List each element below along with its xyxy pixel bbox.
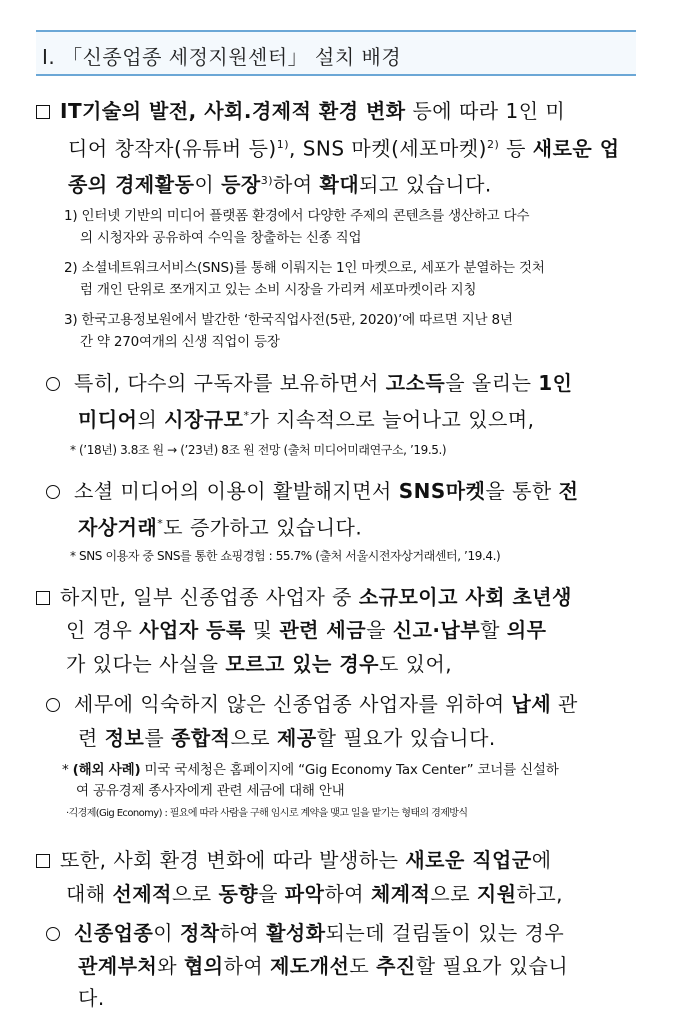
p5-line-2: 련 정보를 종합적으로 제공할 필요가 있습니다. [78, 726, 496, 750]
footnote-1: 1) 인터넷 기반의 미디어 플랫폼 환경에서 다양한 주제의 콘텐츠를 생산하고 다수 [64, 208, 530, 224]
square-bullet-icon [36, 591, 50, 605]
footnote-3-cont: 간 약 270여개의 신생 직업이 등장 [80, 334, 280, 350]
p4-line-1: 하지만, 일부 신종업종 사업자 중 소규모이고 사회 초년생 [36, 583, 572, 611]
square-bullet-icon [36, 854, 50, 868]
circle-bullet-icon [46, 485, 60, 499]
footnote-1-cont: 의 시청자와 공유하여 수익을 창출하는 신종 직업 [80, 230, 362, 246]
circle-bullet-icon [46, 377, 60, 391]
p6-line-2: 대해 선제적으로 동향을 파악하여 체계적으로 지원하고, [66, 882, 564, 906]
p6-line-1: 또한, 사회 환경 변화에 따라 발생하는 새로운 직업군에 [36, 846, 552, 874]
p4-line-3: 가 있다는 사실을 모르고 있는 경우도 있어, [66, 652, 453, 676]
p3-line-1: 소셜 미디어의 이용이 활발해지면서 SNS마켓을 통한 전 [46, 477, 578, 505]
footnote-2: 2) 소셜네트워크서비스(SNS)를 통해 이뤄지는 1인 마켓으로, 세포가 분열하는 것처 [64, 260, 545, 276]
circle-bullet-icon [46, 698, 60, 712]
footnote-3: 3) 한국고용정보원에서 발간한 ‘한국직업사전(5판, 2020)’에 따르면 지난 8년 [64, 312, 513, 328]
p2-line-1: 특히, 다수의 구독자를 보유하면서 고소득을 올리는 1인 [46, 369, 573, 397]
p3-reference: * SNS 이용자 중 SNS를 통한 쇼핑경험 : 55.7% (출처 서울시전자상거래센터, ’19.4.) [70, 549, 501, 563]
p2-line-2: 미디어의 시장규모*가 지속적으로 늘어나고 있으며, [78, 407, 535, 432]
p5-reference-1-cont: 여 공유경제 종사자에게 관련 세금에 대해 안내 [76, 783, 345, 799]
p1-line-2: 디어 창작자(유튜버 등)$^{1)}$, SNS 마켓(세포마켓)$^{2)}$ 등 새로운 업 [68, 136, 620, 161]
p1-line-3: 종의 경제활동이 등장$^{3)}$하여 확대되고 있습니다. [68, 172, 492, 197]
p1-line-1: IT기술의 발전, 사회.경제적 환경 변화 등에 따라 1인 미 [36, 97, 565, 125]
p2-reference: * (’18년) 3.8조 원 → (’23년) 8조 원 전망 (출처 미디어미래연구소, ’19.5.) [70, 443, 447, 457]
section-header [36, 30, 636, 76]
footnote-2-cont: 럼 개인 단위로 쪼개지고 있는 소비 시장을 가리켜 세포마켓이라 지칭 [80, 282, 477, 298]
square-bullet-icon [36, 105, 50, 119]
p4-line-2: 인 경우 사업자 등록 및 관련 세금을 신고·납부할 의무 [66, 618, 547, 642]
p7-line-1: 신종업종이 정착하여 활성화되는데 걸림돌이 있는 경우 [46, 919, 564, 947]
p7-line-3: 다. [78, 986, 105, 1010]
p7-line-2: 관계부처와 협의하여 제도개선도 추진할 필요가 있습니 [78, 954, 569, 978]
p5-line-1: 세무에 익숙하지 않은 신종업종 사업자를 위하여 납세 관 [46, 690, 578, 718]
p3-line-2: 자상거래*도 증가하고 있습니다. [78, 515, 363, 540]
p5-reference-2: ·긱경제(Gig Economy) : 필요에 따라 사람을 구해 임시로 계약을 맺고 일을 맡기는 형태의 경제방식 [66, 808, 468, 819]
p5-reference-1: * (해외 사례) 미국 국세청은 홈페이지에 “Gig Economy Tax Center” 코너를 신설하 [62, 762, 559, 778]
circle-bullet-icon [46, 927, 60, 941]
section-title: Ⅰ. 「신종업종 세정지원센터」 설치 배경 [42, 45, 402, 69]
